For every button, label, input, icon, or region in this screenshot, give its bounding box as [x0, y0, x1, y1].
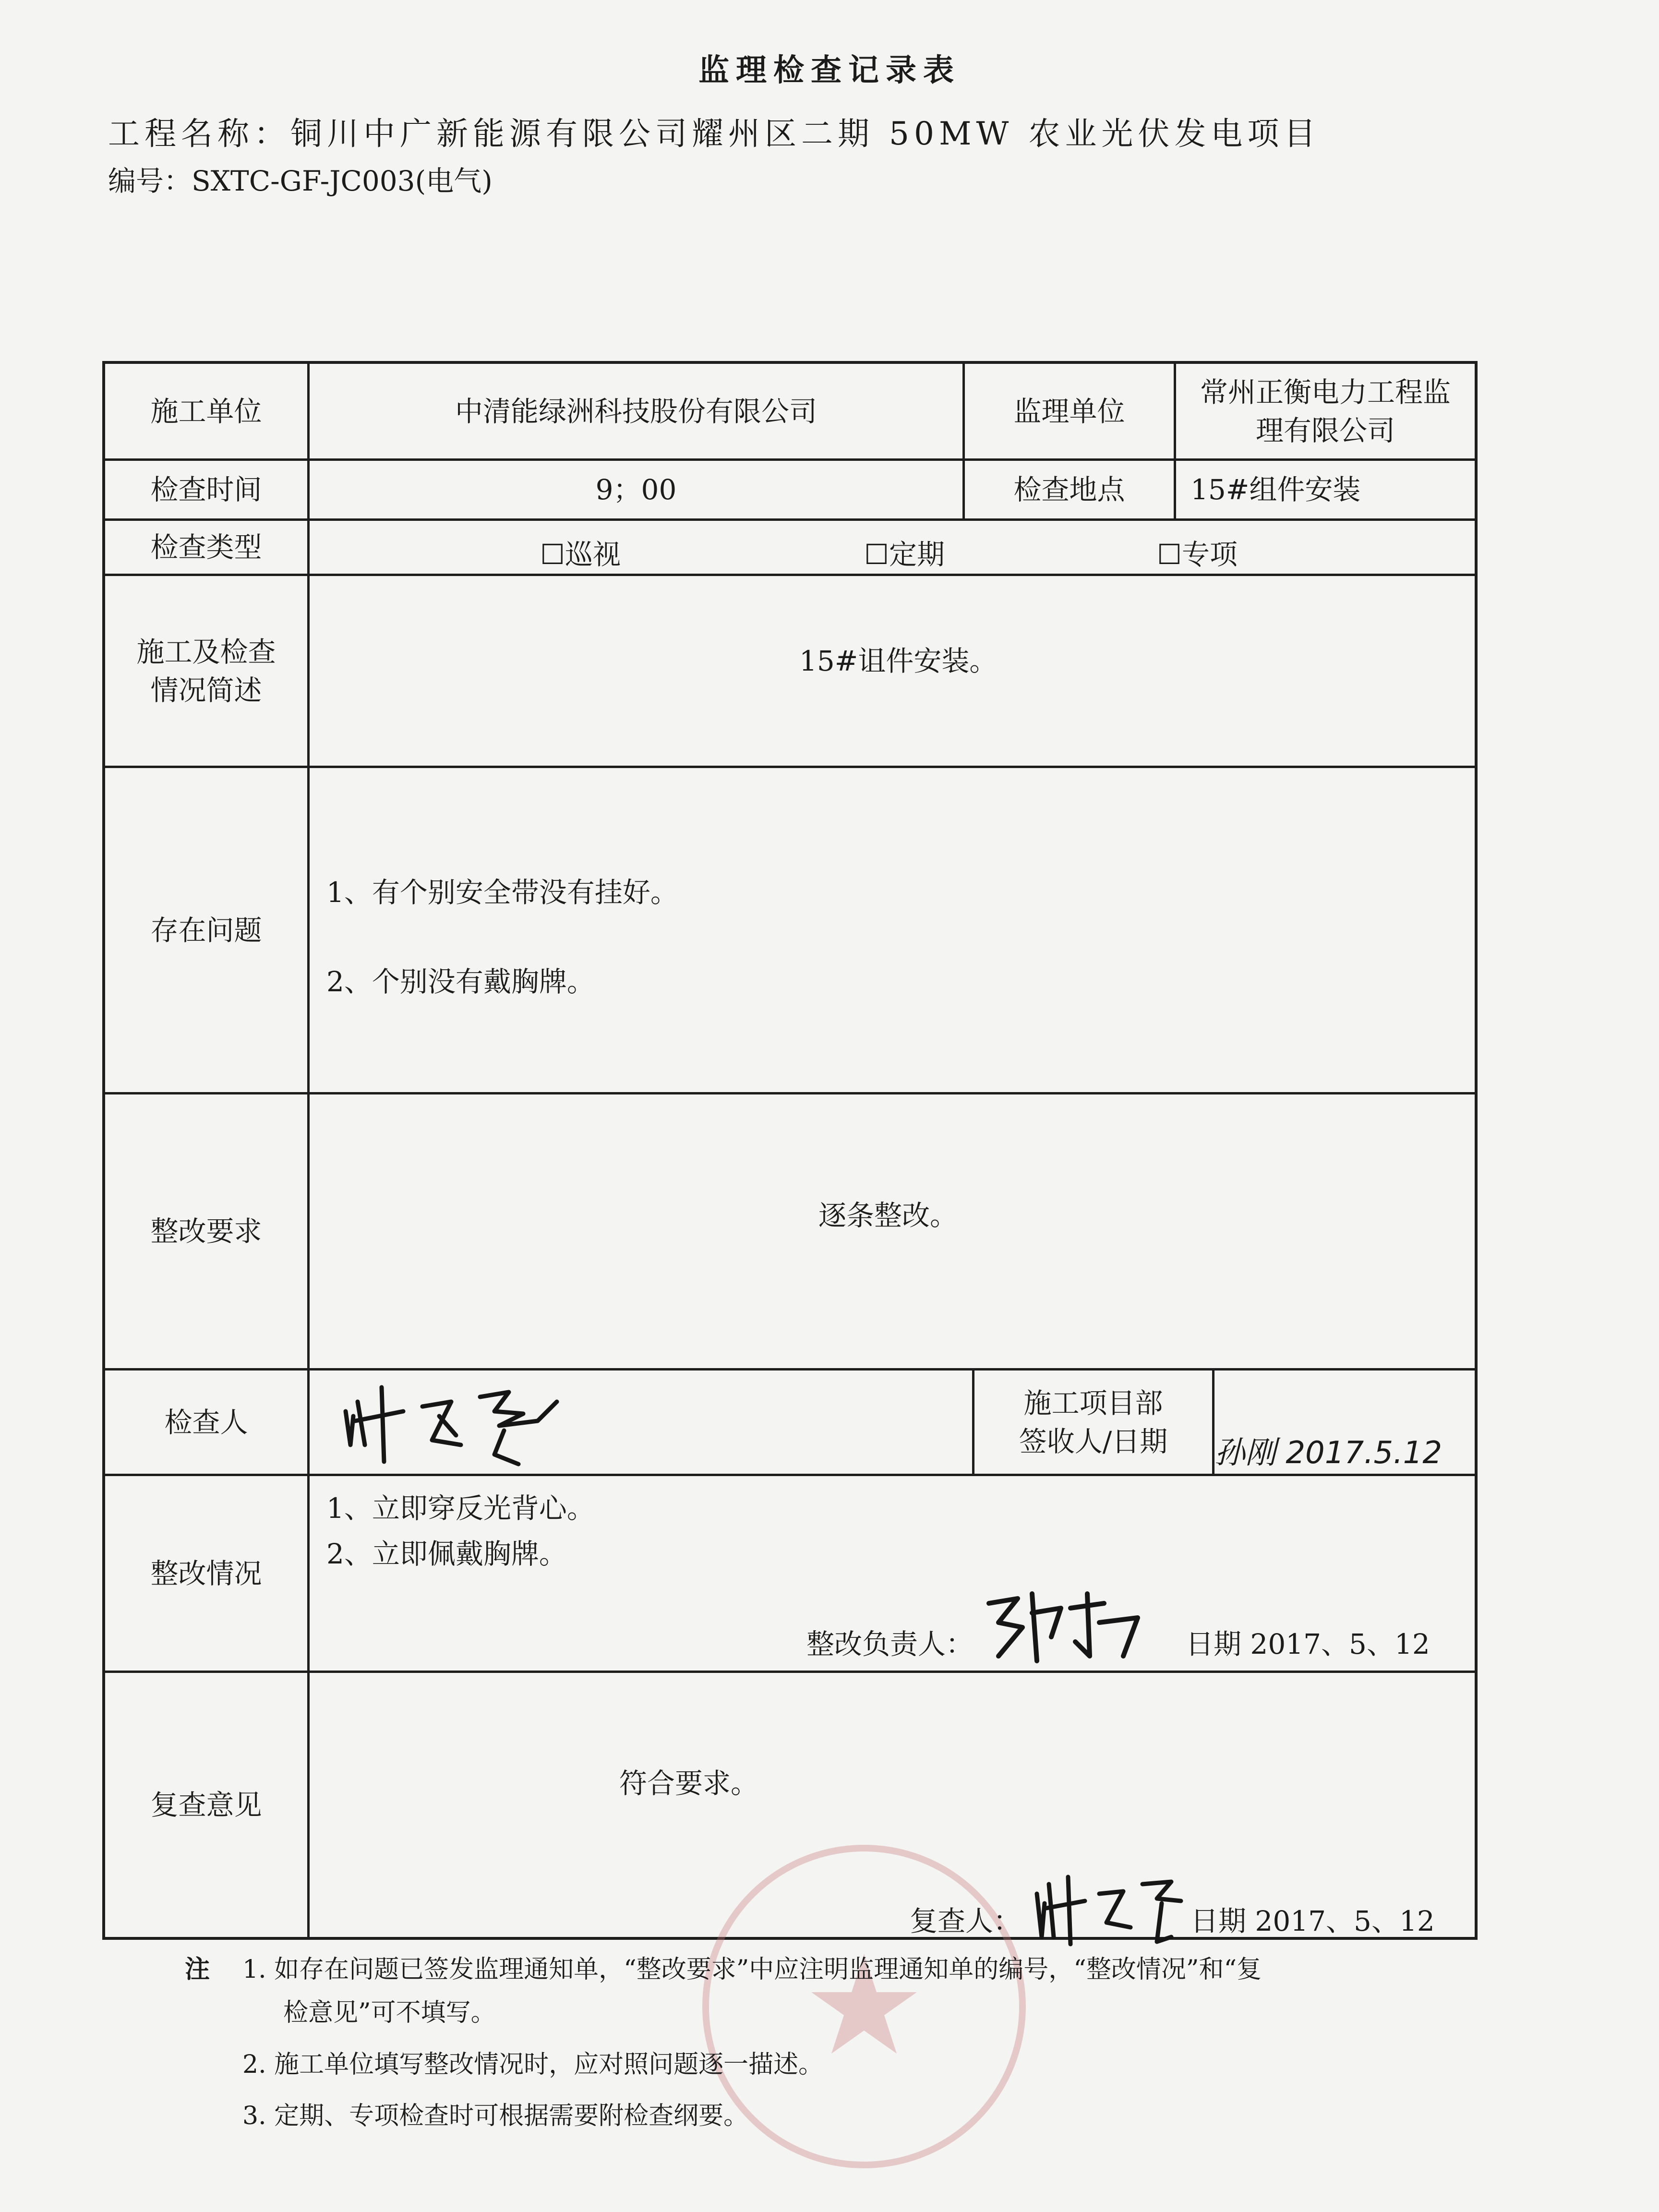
supervisor-line-2: 理有限公司 — [1255, 414, 1395, 447]
project-line — [108, 108, 1320, 154]
location-value: 15#组件安装 — [1190, 473, 1361, 506]
form-code: 编号：SXTC-GF-JC003(电气) — [108, 165, 493, 197]
rect-owner-signature — [979, 1584, 1152, 1666]
problem-item-1: 1、有个别安全带没有挂好。 — [326, 876, 678, 909]
reviewer-label: 复查人： — [910, 1905, 1022, 1937]
situation-value: 15#诅件安装。 — [799, 645, 998, 677]
form-title: 监理检查记录表 — [698, 53, 961, 88]
situation-label-line-1: 施工及检查 — [136, 635, 276, 668]
type-option-periodic[interactable]: ☐定期 — [864, 538, 945, 571]
receipt-handwriting: 孙刚 2017.5.12 — [1214, 1435, 1443, 1471]
problem-item-2: 2、个别没有戴胸牌。 — [326, 965, 595, 998]
project-name: 铜川中广新能源有限公司耀州区二期 50MW 农业光伏发电项目 — [290, 115, 1321, 152]
review-date: 日期 2017、5、12 — [1190, 1905, 1435, 1937]
type-option-patrol[interactable]: ☐巡视 — [540, 538, 621, 571]
location-label: 检查地点 — [1013, 473, 1125, 506]
inspector-label: 检查人 — [164, 1406, 248, 1439]
note-3: 3. 定期、专项检查时可根据需要附检查纲要。 — [242, 2102, 749, 2130]
contractor-value: 中清能绿洲科技股份有限公司 — [455, 395, 817, 428]
supervisor-label: 监理单位 — [1013, 395, 1125, 428]
situation-label — [105, 576, 307, 766]
review-value: 符合要求。 — [619, 1767, 759, 1800]
rect-owner-label: 整改负责人： — [806, 1628, 974, 1660]
rectification-label: 整改情况 — [150, 1557, 262, 1590]
contractor-label: 施工单位 — [150, 395, 262, 428]
situation-label-line-2: 情况简述 — [150, 673, 262, 707]
type-label: 检查类型 — [150, 531, 262, 564]
receipt-label — [974, 1370, 1212, 1474]
rectification-item-2: 2、立即佩戴胸牌。 — [326, 1538, 567, 1570]
project-label: 工程名称： — [108, 115, 290, 152]
reviewer-signature — [1027, 1870, 1200, 1947]
time-value: 9；00 — [595, 473, 677, 506]
notes-label: 注 — [185, 1955, 210, 1984]
time-label: 检查时间 — [150, 473, 262, 506]
receipt-label-line-1: 施工项目部 — [1023, 1386, 1163, 1419]
type-option-special[interactable]: ☐专项 — [1157, 538, 1238, 571]
requirement-value: 逐条整改。 — [818, 1199, 958, 1232]
rectification-item-1: 1、立即穿反光背心。 — [326, 1492, 595, 1525]
rect-date: 日期 2017、5、12 — [1186, 1628, 1430, 1660]
inspector-signature — [336, 1373, 586, 1469]
receipt-label-line-2: 签收人/日期 — [1019, 1425, 1168, 1458]
review-label: 复查意见 — [150, 1789, 262, 1821]
note-2: 2. 施工单位填写整改情况时，应对照问题逐一描述。 — [242, 2050, 824, 2079]
note-1a: 1. 如存在问题已签发监理通知单，“整改要求”中应注明监理通知单的编号，“整改情况”和“复 — [242, 1955, 1262, 1984]
problems-label: 存在问题 — [150, 914, 262, 947]
requirement-label: 整改要求 — [150, 1215, 262, 1248]
supervisor-line-1: 常州正衡电力工程监 — [1200, 375, 1451, 409]
note-1b: 检意见”可不填写。 — [283, 1998, 496, 2027]
supervisor-value — [1176, 364, 1475, 458]
